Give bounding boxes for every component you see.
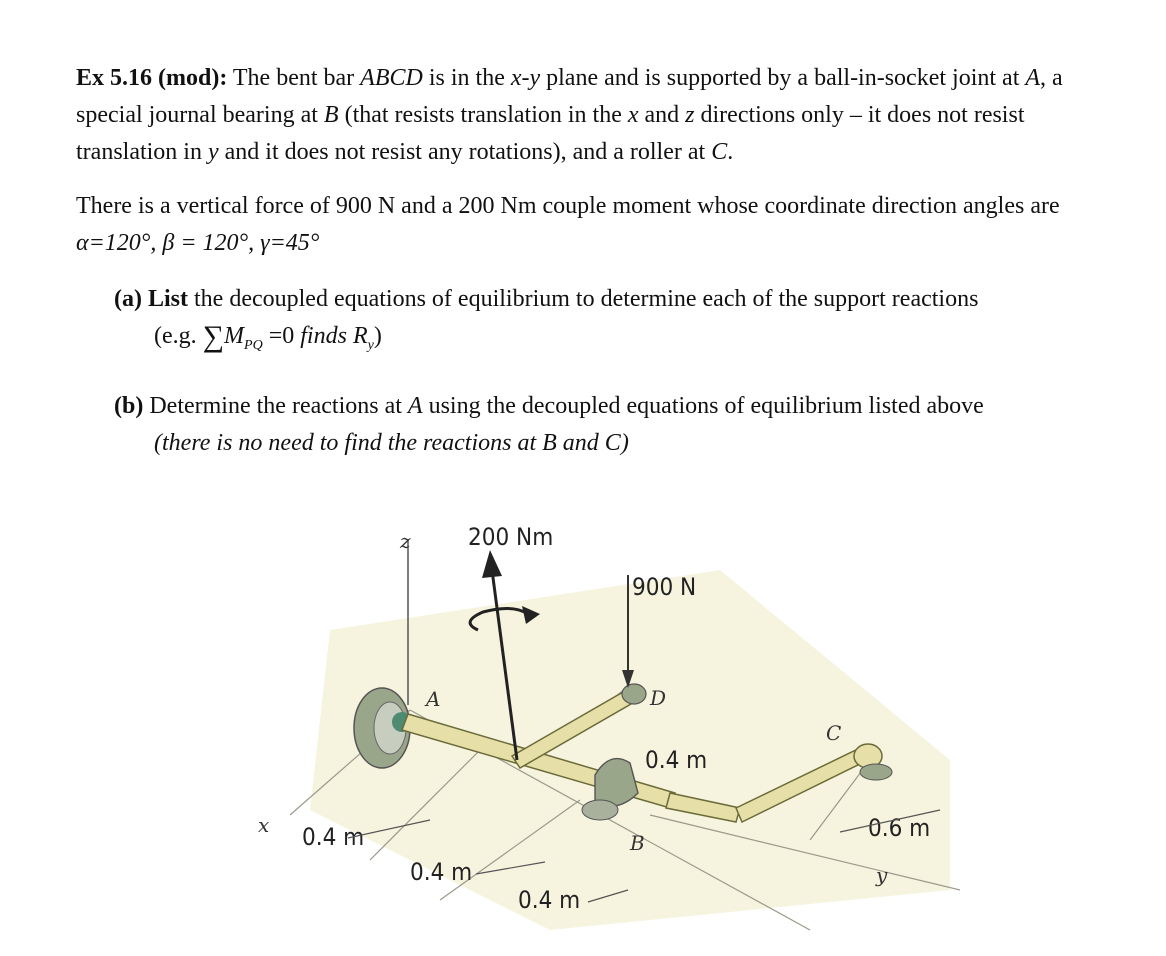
intro-text: is in the: [422, 65, 511, 91]
axis-y: y: [207, 139, 219, 165]
z-axis-label: z: [400, 529, 411, 553]
eg-open: (e.g.: [154, 323, 203, 349]
part-b: [114, 388, 1124, 462]
part-a: [114, 281, 1124, 364]
equals: =0: [262, 323, 301, 349]
problem-intro: [76, 60, 1116, 171]
intro-text: .: [727, 139, 734, 165]
finds-text: finds R: [300, 323, 368, 349]
sum-symbol: ∑: [202, 320, 225, 353]
part-b-point: A: [407, 393, 423, 419]
part-a-example: [114, 318, 1124, 364]
x-axis-label: x: [258, 813, 270, 837]
force-label: 900 N: [632, 573, 697, 601]
intro-text: (that resists translation in the: [338, 102, 628, 128]
label-c: C: [826, 721, 842, 745]
d-cap: [622, 684, 646, 704]
intro-text: The bent bar: [227, 65, 361, 91]
intro-text: directions only – it does not resist translation in: [76, 102, 1025, 165]
point-c: C: [711, 139, 728, 165]
direction-angles: α=120°, β = 120°, γ=45°: [76, 230, 320, 256]
loads-text: There is a vertical force of 900 N and a 200 Nm couple moment whose coordinate direction angles are: [76, 193, 1060, 219]
axis-x: x: [627, 102, 639, 128]
intro-text: plane and is supported by a ball-in-socket joint at: [540, 65, 1026, 91]
part-b-text: Determine the reactions at: [143, 393, 408, 419]
bar-name: ABCD: [360, 65, 423, 91]
part-a-bold-word: List: [147, 286, 188, 312]
dimension-ad: 0.4 m: [645, 746, 708, 774]
moment-vector-head: [482, 550, 502, 578]
point-a: A: [1025, 65, 1041, 91]
bearing-base: [582, 800, 618, 820]
plane-name: x-y: [510, 65, 541, 91]
intro-text: and: [638, 102, 686, 128]
label-d: D: [650, 686, 667, 710]
r-subscript: y: [367, 338, 374, 353]
moment-subscript: PQ: [244, 338, 263, 353]
part-a-text: the decoupled equations of equilibrium to determine each of the support reactions: [188, 286, 979, 312]
figure-svg: [250, 510, 970, 940]
point-b: B: [323, 102, 339, 128]
roller-base: [860, 764, 892, 780]
intro-text: , a special journal bearing at: [76, 65, 1063, 128]
label-a: A: [426, 687, 441, 711]
y-axis-label: y: [876, 863, 888, 887]
problem-heading: Ex 5.16 (mod):: [76, 65, 228, 91]
dimension-bc: 0.6 m: [868, 814, 931, 842]
moment-label: 200 Nm: [468, 523, 554, 551]
axis-z: z: [685, 102, 695, 128]
dimension-x2: 0.4 m: [410, 858, 473, 886]
part-b-text: using the decoupled equations of equilibrium listed above: [422, 393, 984, 419]
problem-loads: [76, 188, 1116, 262]
intro-text: and it does not resist any rotations), and a roller at: [218, 139, 712, 165]
eg-close: ): [373, 323, 382, 349]
moment-symbol: M: [224, 323, 245, 349]
part-a-label: (a): [114, 286, 142, 312]
bent-bar-figure: [250, 510, 970, 940]
part-b-note: (there is no need to find the reactions at B and C): [154, 430, 629, 456]
part-b-label: (b): [114, 393, 144, 419]
label-b: B: [630, 831, 645, 855]
dimension-x1: 0.4 m: [302, 823, 365, 851]
dimension-x3: 0.4 m: [518, 886, 581, 914]
